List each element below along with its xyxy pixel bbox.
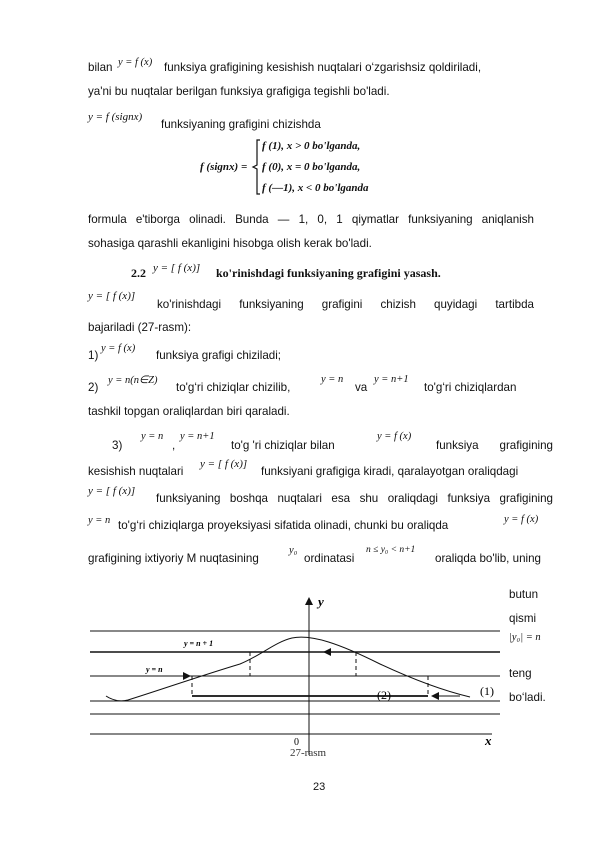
formula-case-negative: f (—1), x < 0 bo'lganda (262, 182, 369, 194)
figure-27 (80, 590, 504, 760)
text-line: to'g‘ri chiziqlardan (424, 381, 517, 394)
formula-case-zero: f (0), x = 0 bo'lganda, (262, 161, 361, 173)
step-number: 3) (112, 439, 123, 452)
text-line: funksiyaning grafigini chizishda (161, 118, 321, 131)
formula-y0: y₀ (289, 545, 298, 556)
text-line: oraliqda bo'lib, uning (435, 552, 541, 565)
text-line: funksiya grafigi chiziladi; (156, 349, 282, 362)
step-number: 2) (88, 381, 99, 394)
formula-y0-range: n ≤ y₀ < n+1 (366, 545, 416, 555)
formula-y-eq-n: y = n (321, 374, 344, 385)
text-line: kesishish nuqtalari (88, 465, 184, 478)
text-line: sohasiga qarashli ekanligini hisobga olish kerak bo'ladi. (88, 237, 372, 250)
text-line: to'g‘ri chiziqlarga proyeksiyasi sifatida olinadi, chunki bu oraliqda (118, 519, 449, 532)
piecewise-brace (250, 138, 262, 196)
formula-y-floor-fx: y = [ f (x)] (88, 485, 136, 497)
formula-y-floor-fx: y = [ f (x)] (153, 262, 201, 274)
label-y-axis: y (318, 594, 324, 609)
curve-1-tail (106, 696, 128, 701)
text-line: ya'ni bu nuqtalar berilgan funksiya grafigiga tegishli bo'ladi. (88, 85, 390, 98)
formula-f-signx: f (signx) = (200, 161, 248, 173)
figure-caption: 27-rasm (290, 747, 327, 759)
text-line: funksiya grafigining kesishish nuqtalari o‘zgarishsiz qoldiriladi, (164, 61, 482, 74)
formula-abs-y0: |y₀| = n (509, 632, 541, 643)
formula-y-eq-fx: y = f (x) (377, 431, 412, 442)
formula-y-eq-n: y = n (88, 515, 111, 526)
text-comma: , (172, 439, 176, 452)
text-line: bajariladi (27-rasm): (88, 321, 192, 334)
formula-y-eq-n: y = n (141, 431, 164, 442)
text-bilan: bilan (88, 61, 113, 74)
label-y-n: y = n (146, 665, 163, 674)
text-line: grafigining ixtiyoriy M nuqtasining (88, 552, 259, 565)
text-line: va (355, 381, 368, 394)
formula-y-floor-fx: y = [ f (x)] (88, 290, 136, 302)
text-line: tashkil topgan oraliqlardan biri qaraladi. (88, 405, 290, 418)
formula-y-n-in-z: y = n(n∈Z) (108, 375, 158, 386)
label-curve-2: (2) (377, 688, 391, 702)
formula-y-eq-fx: y = f (x) (118, 57, 153, 68)
side-text: bo‘ladi. (509, 691, 546, 704)
side-text: teng (509, 667, 532, 680)
section-number: 2.2 (131, 266, 146, 280)
text-line: funksiya grafigining (436, 439, 553, 452)
curve-1 (128, 637, 470, 700)
page-number: 23 (313, 781, 326, 793)
section-heading: ko'rinishdagi funksiyaning grafigini yasash. (216, 266, 441, 280)
formula-case-positive: f (1), x > 0 bo'lganda, (262, 140, 361, 152)
formula-y-eq-n-plus-1: y = n+1 (180, 431, 215, 442)
text-line: ko'rinishdagi funksiyaning grafigini chizish quyidagi tartibda (157, 298, 534, 311)
formula-y-eq-fx: y = f (x) (101, 343, 136, 354)
label-x-axis: x (485, 733, 492, 748)
side-text: qismi (509, 612, 537, 625)
text-line: ordinatasi (304, 552, 355, 565)
label-origin: 0 (294, 737, 299, 748)
text-line: to'g 'ri chiziqlar bilan (231, 439, 335, 452)
formula-y-floor-fx: y = [ f (x)] (200, 458, 248, 470)
text-line: formula e'tiborga olinadi. Bunda — 1, 0, 1 qiymatlar funksiyaning aniqlanish (88, 213, 534, 226)
text-line: to'g‘ri chiziqlar chizilib, (176, 381, 291, 394)
side-text: butun (509, 588, 539, 601)
formula-y-eq-n-plus-1: y = n+1 (374, 374, 409, 385)
label-curve-1: (1) (480, 684, 494, 698)
text-line: funksiyani grafigiga kiradi, qaralayotgan oraliqdagi (261, 465, 519, 478)
formula-y-eq-fx: y = f (x) (504, 514, 539, 525)
text-line: funksiyaning boshqa nuqtalari esa shu oraliqdagi funksiya grafigining (156, 492, 553, 505)
formula-y-eq-f-signx: y = f (signx) (88, 111, 143, 123)
step-number: 1) (88, 349, 99, 362)
label-y-n-plus-1: y = n + 1 (184, 639, 214, 648)
